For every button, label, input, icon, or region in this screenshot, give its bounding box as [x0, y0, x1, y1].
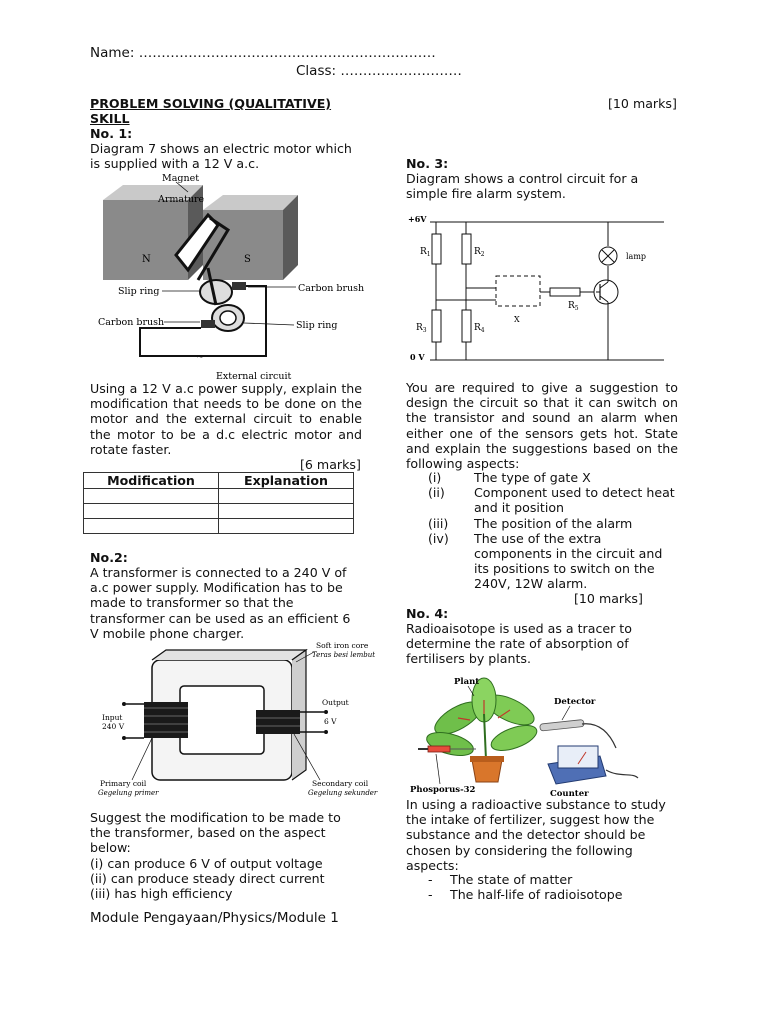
secondary-coil: [256, 710, 300, 734]
label-slip-ring-right: Slip ring: [296, 320, 338, 331]
motor-diagram: [98, 170, 368, 382]
q4-heading: No. 4:: [406, 606, 449, 621]
label-r1-sub: 1: [426, 251, 431, 258]
list-item-text: The half-life of radioisotope: [450, 887, 623, 903]
q3-list: [428, 470, 678, 592]
svg-text:R2: [474, 247, 485, 258]
q2-body: Suggest the modification to be made to the transformer, based on the aspect below:: [90, 810, 341, 856]
list-item: [428, 531, 678, 592]
list-item: [428, 485, 678, 515]
svg-text:R3: [416, 323, 427, 334]
label-output: Output: [322, 698, 349, 707]
table-row: [84, 489, 354, 504]
table-row: [84, 519, 354, 534]
label-r2-sub: 2: [480, 251, 485, 258]
plant-tracer-diagram: [410, 674, 660, 798]
table-cell[interactable]: [84, 519, 219, 534]
label-detector: Detector: [554, 697, 596, 707]
label-input: Input: [102, 713, 123, 722]
list-item: - The half-life of radioisotope: [428, 887, 668, 902]
label-magnet: Magnet: [162, 173, 200, 184]
list-item-num: (iii): [428, 515, 449, 531]
counter-device: [548, 746, 638, 784]
label-secondary-ms: Gegelung sekunder: [308, 789, 378, 797]
q3-intro: Diagram shows a control circuit for a simple fire alarm system.: [406, 171, 639, 202]
svg-text:R4: [474, 323, 485, 334]
q1-heading: No. 1:: [90, 126, 133, 141]
col-header-modification: Modification: [84, 473, 219, 489]
q4-intro: Radioaisotope is used as a tracer to determine the rate of absorption of fertilisers by plants.: [406, 621, 632, 667]
list-item-text: The use of the extra components in the circuit and its positions to switch on the 240V, 12W alarm.: [474, 530, 663, 592]
list-item-num: (ii): [428, 485, 445, 501]
detector-probe: [540, 720, 616, 748]
resistor-r2: [462, 234, 471, 264]
q3-marks: [10 marks]: [574, 591, 643, 606]
label-r4: R: [474, 323, 481, 333]
carbon-brush-2: [201, 320, 215, 328]
label-r3-sub: 3: [422, 327, 427, 334]
label-armature: Armature: [158, 194, 205, 205]
transformer-diagram: [96, 640, 378, 800]
q2-item-2: (ii) can produce steady direct current: [90, 871, 325, 886]
list-item: [428, 470, 678, 485]
q4-body: In using a radioactive substance to study the intake of fertilizer, suggest how the substance and the detector should be chosen by considering the following aspects:: [406, 797, 666, 873]
label-output-v: 6 V: [324, 717, 337, 726]
label-0v: 0 V: [410, 352, 425, 362]
col-header-explanation: Explanation: [219, 473, 354, 489]
table-cell[interactable]: [84, 504, 219, 519]
list-item-text: The position of the alarm: [474, 515, 633, 531]
label-slip-ring-left: Slip ring: [118, 286, 160, 297]
list-item-num: (i): [428, 470, 442, 485]
label-s: S: [244, 254, 251, 265]
class-line: [296, 64, 462, 79]
table-cell[interactable]: [219, 489, 354, 504]
label-plant: Plant: [454, 677, 480, 687]
q1-body: Using a 12 V a.c power supply, explain the modification that needs to be done on the motor and the external circuit to enable the motor to be a d.c electric motor and rotate faster.: [90, 381, 362, 457]
resistor-r1: [432, 234, 441, 264]
list-item-text: The type of gate X: [474, 470, 591, 485]
table-cell[interactable]: [219, 504, 354, 519]
name-line: [90, 46, 436, 61]
section-marks: [10 marks]: [608, 96, 677, 111]
table-cell[interactable]: [84, 489, 219, 504]
name-label: Name:: [90, 45, 135, 61]
label-r3: R: [416, 323, 423, 333]
resistor-r4: [462, 310, 471, 342]
label-primary-ms: Gegelung primer: [98, 789, 159, 797]
label-carbon-brush-left: Carbon brush: [98, 317, 165, 328]
gate-x-box: [496, 276, 540, 306]
q3-body: You are required to give a suggestion to design the circuit so that it can switch on the transistor and sound an alarm when either one of the sensors gets hot. State and explain the suggestions based on the following aspects:: [406, 380, 678, 472]
svg-text:~: ~: [196, 352, 205, 363]
label-r2: R: [474, 247, 481, 257]
label-phosphorus: Phosporus-32: [410, 785, 476, 795]
q1-marks: [6 marks]: [300, 457, 361, 472]
q2-intro: A transformer is connected to a 240 V of a.c power supply. Modification has to be made to transformer so that the transformer can be used as an efficient 6 V mobile phone charger.: [90, 565, 351, 641]
magnet-block-south: [203, 195, 298, 280]
q1-intro: Diagram 7 shows an electric motor which is supplied with a 12 V a.c.: [90, 141, 352, 172]
section-title: PROBLEM SOLVING (QUALITATIVE): [90, 96, 332, 111]
list-item-text: Component used to detect heat and it position: [474, 485, 675, 516]
list-item-text: The state of matter: [450, 872, 573, 887]
modification-table: [83, 472, 354, 534]
label-input-v: 240 V: [102, 722, 125, 731]
q4-list: [428, 872, 668, 902]
list-item: [428, 516, 678, 531]
table-row: [84, 504, 354, 519]
resistor-r3: [432, 310, 441, 342]
q2-item-3: (iii) has high efficiency: [90, 886, 233, 901]
primary-coil: [144, 702, 188, 738]
footer-text: Module Pengayaan/Physics/Module 1: [90, 910, 339, 926]
label-r5-sub: 5: [574, 305, 579, 312]
q3-heading: No. 3:: [406, 156, 449, 171]
flower-pot: [472, 760, 502, 782]
label-primary-coil: Primary coil: [100, 779, 147, 788]
label-n: N: [142, 254, 151, 265]
label-r1: R: [420, 247, 427, 257]
label-r4-sub: 4: [480, 327, 485, 334]
q2-item-1: (i) can produce 6 V of output voltage: [90, 856, 323, 871]
fire-alarm-circuit: [408, 210, 668, 370]
label-external-circuit: External circuit: [216, 371, 292, 382]
q2-heading: No.2:: [90, 550, 128, 565]
name-dots: …………………………………………………………: [138, 45, 436, 61]
list-item-num: (iv): [428, 530, 449, 546]
label-lamp: lamp: [626, 252, 647, 261]
label-teras: Teras besi lembut: [312, 651, 376, 659]
svg-text:R1: [420, 247, 431, 258]
label-x: X: [514, 315, 520, 324]
label-carbon-brush-right: Carbon brush: [298, 283, 365, 294]
label-r5: R: [568, 301, 575, 311]
carbon-brush-1: [232, 282, 246, 290]
label-secondary-coil: Secondary coil: [312, 779, 369, 788]
label-6v: +6V: [408, 214, 427, 224]
section-title-line2: SKILL: [90, 111, 130, 126]
class-label: Class:: [296, 63, 337, 79]
table-cell[interactable]: [219, 519, 354, 534]
resistor-r5: [550, 288, 580, 296]
list-item: - The state of matter: [428, 872, 668, 887]
svg-text:R5: [568, 301, 579, 312]
label-counter: Counter: [550, 789, 589, 799]
label-soft-iron-core: Soft iron core: [316, 641, 369, 650]
class-dots: ………………………: [340, 63, 462, 79]
